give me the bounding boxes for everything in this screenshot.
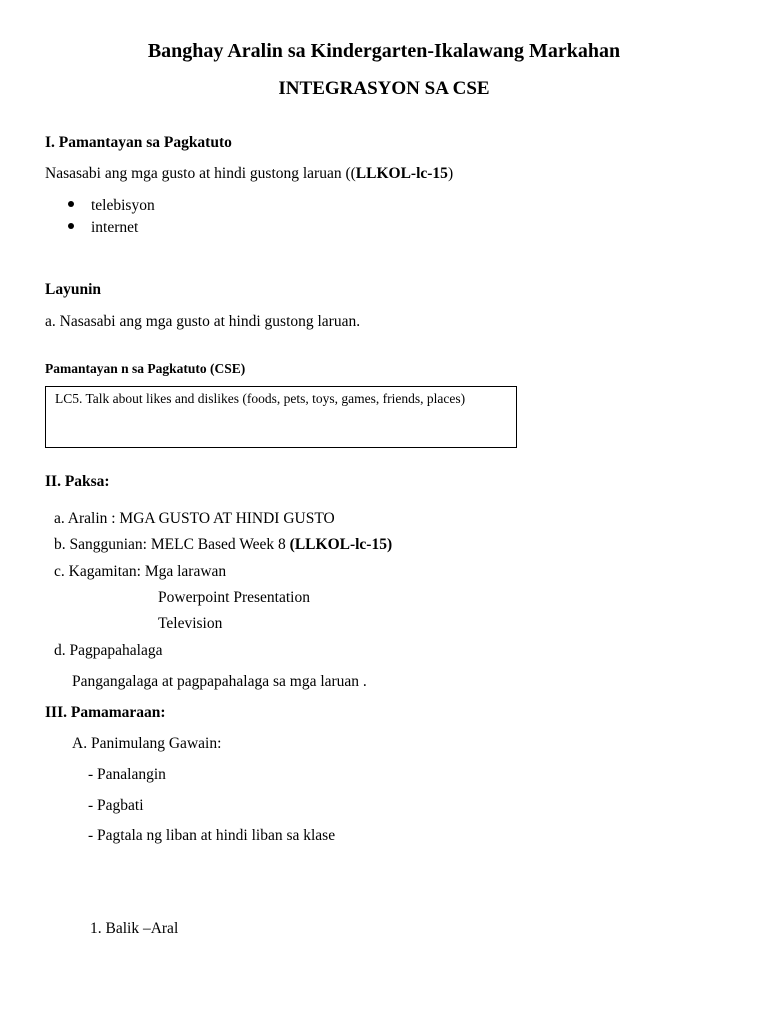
bullet-icon — [68, 223, 74, 229]
list-item: - Pagtala ng liban at hindi liban sa klase — [88, 827, 336, 844]
list-item: - Panalangin — [88, 766, 166, 783]
pamantayan-statement-end: ) — [447, 165, 454, 182]
balik-aral: 1. Balik –Aral — [90, 920, 179, 937]
section-heading-pamantayan: I. Pamantayan sa Pagkatuto — [45, 134, 232, 151]
paksa-sanggunian-code: (LLKOL-lc-15) — [289, 536, 393, 553]
kagamitan-item: Television — [158, 615, 223, 632]
list-item — [68, 197, 155, 215]
list-item: - Pagbati — [88, 797, 144, 814]
section-heading-layunin: Layunin — [45, 281, 102, 298]
cse-box — [45, 386, 517, 448]
paksa-sanggunian-text: b. Sanggunian: MELC Based Week 8 — [54, 536, 290, 553]
cse-box-text: LC5. Talk about likes and dislikes (foods, pets, toys, games, friends, places) — [55, 391, 466, 406]
paksa-kagamitan: c. Kagamitan: Mga larawan — [54, 563, 227, 580]
section-heading-paksa: II. Paksa: — [45, 473, 110, 490]
list-item — [68, 219, 138, 237]
paksa-sanggunian — [54, 536, 392, 554]
layunin-item-a: a. Nasasabi ang mga gusto at hindi gustong laruan. — [45, 313, 361, 330]
list-item-label: telebisyon — [91, 197, 155, 214]
pamantayan-statement — [45, 165, 453, 183]
document-subtitle: INTEGRASYON SA CSE — [278, 78, 490, 99]
bullet-icon — [68, 201, 74, 207]
pamantayan-statement-text: Nasasabi ang mga gusto at hindi gustong laruan (( — [45, 165, 356, 182]
kagamitan-item: Powerpoint Presentation — [158, 589, 310, 606]
pagpapahalaga-text: Pangangalaga at pagpapahalaga sa mga laruan . — [72, 673, 367, 690]
paksa-aralin: a. Aralin : MGA GUSTO AT HINDI GUSTO — [54, 510, 335, 527]
paksa-pagpapahalaga: d. Pagpapahalaga — [54, 642, 163, 659]
pamantayan-code: LLKOL-lc-15 — [355, 165, 448, 182]
cse-heading: Pamantayan n sa Pagkatuto (CSE) — [45, 361, 246, 376]
list-item-label: internet — [91, 219, 139, 236]
document-title: Banghay Aralin sa Kindergarten-Ikalawang Markahan — [147, 40, 621, 62]
section-heading-pamamaraan: III. Pamamaraan: — [45, 704, 166, 721]
panimulang-gawain: A. Panimulang Gawain: — [72, 735, 222, 752]
